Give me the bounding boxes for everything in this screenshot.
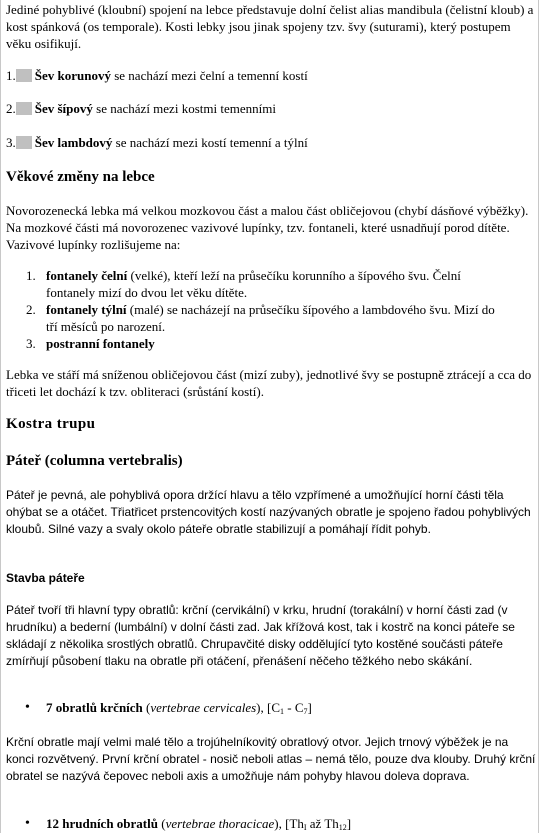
bullet-icon: • bbox=[25, 816, 30, 831]
structure-heading: Stavba páteře bbox=[6, 571, 85, 585]
suture-item: 3. Šev lambdový se nachází mezi kostí temenní a týlní bbox=[6, 135, 308, 150]
highlight-marker bbox=[16, 136, 32, 149]
fontanel-list bbox=[6, 267, 496, 352]
cervical-bullet-item: • 7 obratlů krčních (vertebrae cervicales), $[C_1 - C_7]$ bbox=[25, 700, 312, 716]
elderly-paragraph: Lebka ve stáří má sníženou obličejovou část (mizí zuby), jednotlivé švy se postupně ztrácejí a cca do třiceti let dochází k tzv. obliteraci (srůstání kostí). bbox=[6, 367, 532, 399]
highlight-marker bbox=[16, 69, 32, 82]
highlight-marker bbox=[16, 102, 32, 115]
age-paragraph: Novorozenecká lebka má velkou mozkovou část a malou část obličejovou (chybí dásňové výběžky). Na mozkové části má novorozenec vazivové lupínky, tzv. fontaneli, které usnadňují porod dítěte. Vazivové lupínky rozlišujeme na: bbox=[6, 203, 529, 252]
thoracic-bullet-item: • 12 hrudních obratlů (vertebrae thoracicae), [$Th_I$ až $Th_{12}$] bbox=[25, 816, 352, 832]
age-changes-heading: Věkové změny na lebce bbox=[6, 169, 155, 185]
bullet-icon: • bbox=[25, 700, 30, 715]
spine-heading: Páteř (columna vertebralis) bbox=[6, 453, 183, 469]
fontanel-item: 1. fontanely čelní (velké), kteří leží na průsečíku korunního a šípového švu. Čelní fontanely mizí do dvou let věku dítěte. bbox=[26, 268, 461, 300]
spine-paragraph: Páteř je pevná, ale pohyblivá opora držící hlavu a tělo vzpřímené a umožňující horní části těla ohýbat se a otáčet. Třiatřicet prstencovitých kostí nazývaných obratle je spojeno řadou pohyblivých kloubů. Silné vazy a svaly okolo páteře obratle stabilizují a pomáhají řídit pohyb. bbox=[6, 488, 531, 536]
cervical-paragraph: Krční obratle mají velmi malé tělo a trojúhelníkovitý obratlový otvor. Jejich trnový výběžek je na konci rozvětvený. První krční obratel - nosič neboli atlas – nemá tělo, pouze dva klouby. Druhý krční obratel se nazývá čepovec neboli axis a umožňuje nám pohyby hlavou doleva doprava. bbox=[6, 735, 536, 783]
fontanel-item: 2. fontanely týlní (malé) se nacházejí na průsečíku šípového a lambdového švu. Mizí do tří měsíců po narození. bbox=[26, 302, 495, 334]
intro-paragraph: Jediné pohyblivé (kloubní) spojení na lebce představuje dolní čelist alias mandibula (čelistní kloub) a kost spánková (os temporale). Kosti lebky jsou jinak spojeny tzv. švy (suturami), který postupem věku osifikují. bbox=[6, 2, 534, 51]
structure-paragraph: Páteř tvoří tři hlavní typy obratlů: krční (cervikální) v krku, hrudní (torakální) v horní části zad (v hrudníku) a bederní (lumbální) v dolní části zad. Jak křížová kost, tak i kostrč na konci páteře se skládají z několika srostlých obratlů. Chrupavčité disky oddělující tyto kostěné součásti páteře zmírňují působení tlaku na obratle při otáčení, přenášení něčeho těžkého nebo skákání. bbox=[6, 603, 515, 668]
fontanel-item: 3. postranní fontanely bbox=[26, 336, 155, 351]
suture-item: 1. Šev korunový se nachází mezi čelní a temenní kostí bbox=[6, 68, 308, 83]
trunk-heading: Kostra trupu bbox=[6, 416, 96, 432]
suture-item: 2. Šev šípový se nachází mezi kostmi temenními bbox=[6, 101, 276, 116]
